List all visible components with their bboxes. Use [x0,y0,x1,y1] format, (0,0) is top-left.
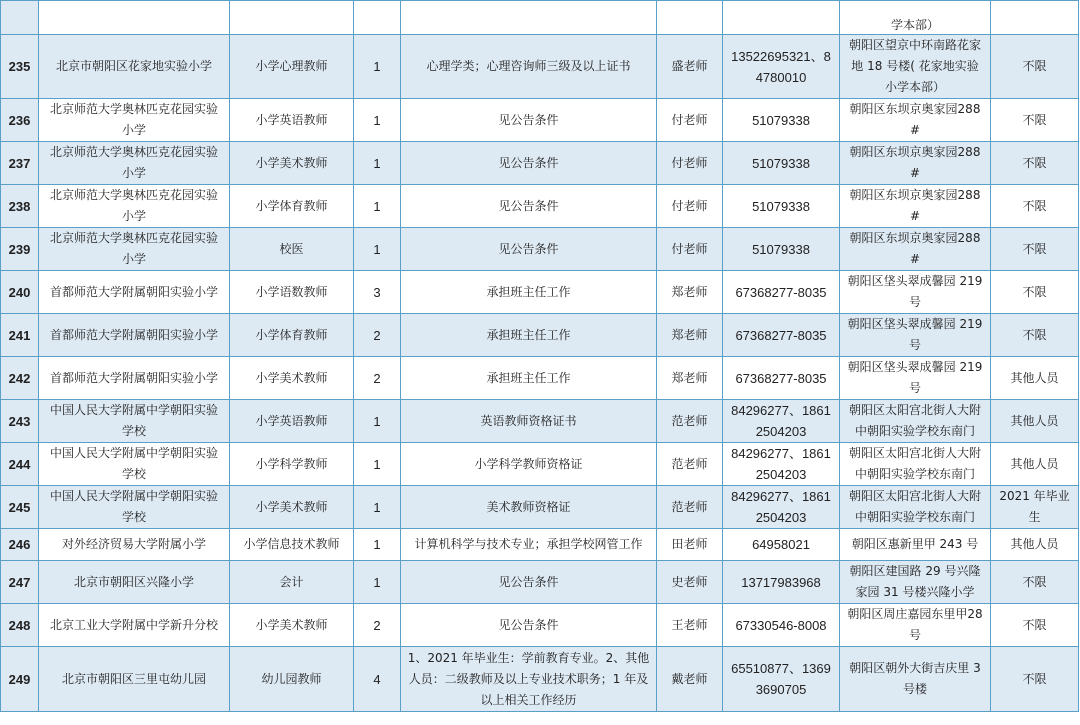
cell-address: 朝阳区垡头翠成馨园 219号 [840,357,991,400]
cell-unit: 对外经济贸易大学附属小学 [39,529,230,561]
cell-unit: 中国人民大学附属中学朝阳实验学校 [39,400,230,443]
cell-no: 249 [1,647,39,712]
cell-target: 不限 [991,271,1079,314]
table-row [1,561,1079,604]
cell-phone [723,1,840,35]
cell-position: 小学体育教师 [230,314,354,357]
cell-no: 246 [1,529,39,561]
cell-requirement: 小学科学教师资格证 [401,443,657,486]
table-row [1,604,1079,647]
cell-count: 1 [354,529,401,561]
cell-unit: 北京师范大学奥林匹克花园实验小学 [39,228,230,271]
cell-unit: 北京工业大学附属中学新升分校 [39,604,230,647]
cell-no: 243 [1,400,39,443]
cell-requirement: 承担班主任工作 [401,357,657,400]
cell-contact: 郑老师 [657,357,723,400]
cell-requirement: 见公告条件 [401,604,657,647]
cell-address: 朝阳区朝外大街吉庆里 3号楼 [840,647,991,712]
table-row [1,271,1079,314]
cell-contact: 戴老师 [657,647,723,712]
cell-position: 小学心理教师 [230,35,354,99]
cell-requirement: 承担班主任工作 [401,271,657,314]
cell-unit: 北京师范大学奥林匹克花园实验小学 [39,142,230,185]
cell-contact: 范老师 [657,443,723,486]
cell-target: 其他人员 [991,357,1079,400]
cell-position: 小学英语教师 [230,400,354,443]
cell-phone: 51079338 [723,185,840,228]
cell-contact: 王老师 [657,604,723,647]
cell-contact: 付老师 [657,99,723,142]
cell-unit: 北京师范大学奥林匹克花园实验小学 [39,99,230,142]
cell-contact: 郑老师 [657,271,723,314]
cell-position: 会计 [230,561,354,604]
cell-contact: 付老师 [657,228,723,271]
cell-target: 不限 [991,185,1079,228]
cell-no: 244 [1,443,39,486]
cell-target: 其他人员 [991,443,1079,486]
cell-phone: 51079338 [723,228,840,271]
cell-count: 1 [354,228,401,271]
cell-phone: 13717983968 [723,561,840,604]
cell-requirement: 英语教师资格证书 [401,400,657,443]
cell-phone: 84296277、18612504203 [723,400,840,443]
cell-position: 小学美术教师 [230,604,354,647]
cell-address: 朝阳区太阳宫北街人大附中朝阳实验学校东南门 [840,486,991,529]
cell-contact: 范老师 [657,486,723,529]
cell-unit: 北京市朝阳区兴隆小学 [39,561,230,604]
table-row [1,228,1079,271]
cell-requirement: 计算机科学与技术专业；承担学校网管工作 [401,529,657,561]
table-row [1,142,1079,185]
cell-position: 小学语数教师 [230,271,354,314]
cell-count: 1 [354,142,401,185]
cell-position: 小学美术教师 [230,357,354,400]
cell-target: 不限 [991,647,1079,712]
cell-count: 1 [354,99,401,142]
cell-count: 1 [354,185,401,228]
cell-position: 小学体育教师 [230,185,354,228]
cell-position: 小学科学教师 [230,443,354,486]
cell-target: 不限 [991,604,1079,647]
cell-address: 朝阳区惠新里甲 243 号 [840,529,991,561]
cell-target: 不限 [991,561,1079,604]
cell-address: 朝阳区东坝京奥家园288# [840,185,991,228]
cell-unit: 首都师范大学附属朝阳实验小学 [39,357,230,400]
cell-no: 239 [1,228,39,271]
cell-phone: 84296277、18612504203 [723,486,840,529]
cell-count: 1 [354,443,401,486]
table-row-partial [1,1,1079,35]
table-row [1,314,1079,357]
cell-address: 朝阳区垡头翠成馨园 219号 [840,314,991,357]
cell-unit: 北京师范大学奥林匹克花园实验小学 [39,185,230,228]
cell-unit: 北京市朝阳区三里屯幼儿园 [39,647,230,712]
cell-target: 其他人员 [991,529,1079,561]
cell-no: 240 [1,271,39,314]
cell-count: 3 [354,271,401,314]
cell-requirement: 见公告条件 [401,142,657,185]
cell-phone: 67368277-8035 [723,271,840,314]
cell-target: 不限 [991,314,1079,357]
cell-contact: 史老师 [657,561,723,604]
cell-count: 2 [354,604,401,647]
cell-address: 朝阳区建国路 29 号兴隆家园 31 号楼兴隆小学 [840,561,991,604]
cell-address: 朝阳区太阳宫北街人大附中朝阳实验学校东南门 [840,443,991,486]
cell-target [991,1,1079,35]
cell-address: 朝阳区太阳宫北街人大附中朝阳实验学校东南门 [840,400,991,443]
cell-target: 其他人员 [991,400,1079,443]
cell-no: 238 [1,185,39,228]
cell-phone: 64958021 [723,529,840,561]
cell-count: 2 [354,357,401,400]
cell-requirement: 见公告条件 [401,561,657,604]
cell-requirement: 见公告条件 [401,228,657,271]
cell-unit: 中国人民大学附属中学朝阳实验学校 [39,486,230,529]
cell-position [230,1,354,35]
cell-count: 1 [354,561,401,604]
cell-position: 小学美术教师 [230,142,354,185]
cell-unit: 中国人民大学附属中学朝阳实验学校 [39,443,230,486]
cell-count: 1 [354,35,401,99]
cell-count: 2 [354,314,401,357]
cell-address: 朝阳区周庄嘉园东里甲28 号 [840,604,991,647]
cell-address: 学本部） [840,1,991,35]
cell-target: 2021 年毕业生 [991,486,1079,529]
cell-requirement: 1、2021 年毕业生：学前教育专业。2、其他人员：二级教师及以上专业技术职务；1 年及以上相关工作经历 [401,647,657,712]
cell-unit: 首都师范大学附属朝阳实验小学 [39,271,230,314]
cell-phone: 51079338 [723,99,840,142]
table-row [1,400,1079,443]
cell-no [1,1,39,35]
cell-count: 1 [354,486,401,529]
cell-position: 小学英语教师 [230,99,354,142]
table-row [1,357,1079,400]
cell-unit: 北京市朝阳区花家地实验小学 [39,35,230,99]
table-row [1,99,1079,142]
table-row [1,486,1079,529]
cell-phone: 67368277-8035 [723,357,840,400]
cell-target: 不限 [991,142,1079,185]
cell-address: 朝阳区望京中环南路花家地 18 号楼( 花家地实验小学本部） [840,35,991,99]
cell-count: 1 [354,400,401,443]
cell-contact: 田老师 [657,529,723,561]
cell-no: 248 [1,604,39,647]
cell-no: 245 [1,486,39,529]
cell-contact: 范老师 [657,400,723,443]
table-body [1,1,1079,712]
cell-position: 小学信息技术教师 [230,529,354,561]
cell-target: 不限 [991,35,1079,99]
cell-no: 236 [1,99,39,142]
cell-contact: 郑老师 [657,314,723,357]
cell-phone: 51079338 [723,142,840,185]
cell-address: 朝阳区垡头翠成馨园 219号 [840,271,991,314]
table-row [1,443,1079,486]
cell-contact [657,1,723,35]
cell-requirement: 见公告条件 [401,185,657,228]
cell-contact: 付老师 [657,185,723,228]
cell-phone: 13522695321、84780010 [723,35,840,99]
cell-position: 校医 [230,228,354,271]
cell-no: 237 [1,142,39,185]
cell-requirement: 见公告条件 [401,99,657,142]
cell-target: 不限 [991,99,1079,142]
cell-no: 242 [1,357,39,400]
cell-position: 幼儿园教师 [230,647,354,712]
cell-requirement: 心理学类；心理咨询师三级及以上证书 [401,35,657,99]
cell-address: 朝阳区东坝京奥家园288# [840,99,991,142]
cell-phone: 67368277-8035 [723,314,840,357]
cell-requirement [401,1,657,35]
cell-no: 235 [1,35,39,99]
cell-contact: 盛老师 [657,35,723,99]
table-row [1,647,1079,712]
cell-address: 朝阳区东坝京奥家园288# [840,142,991,185]
cell-unit [39,1,230,35]
cell-phone: 84296277、18612504203 [723,443,840,486]
cell-requirement: 美术教师资格证 [401,486,657,529]
cell-target: 不限 [991,228,1079,271]
table-row [1,529,1079,561]
cell-contact: 付老师 [657,142,723,185]
cell-no: 241 [1,314,39,357]
cell-address: 朝阳区东坝京奥家园288# [840,228,991,271]
table-row [1,35,1079,99]
cell-count [354,1,401,35]
cell-phone: 67330546-8008 [723,604,840,647]
cell-count: 4 [354,647,401,712]
cell-unit: 首都师范大学附属朝阳实验小学 [39,314,230,357]
cell-position: 小学美术教师 [230,486,354,529]
cell-requirement: 承担班主任工作 [401,314,657,357]
cell-no: 247 [1,561,39,604]
cell-phone: 65510877、13693690705 [723,647,840,712]
table-row [1,185,1079,228]
